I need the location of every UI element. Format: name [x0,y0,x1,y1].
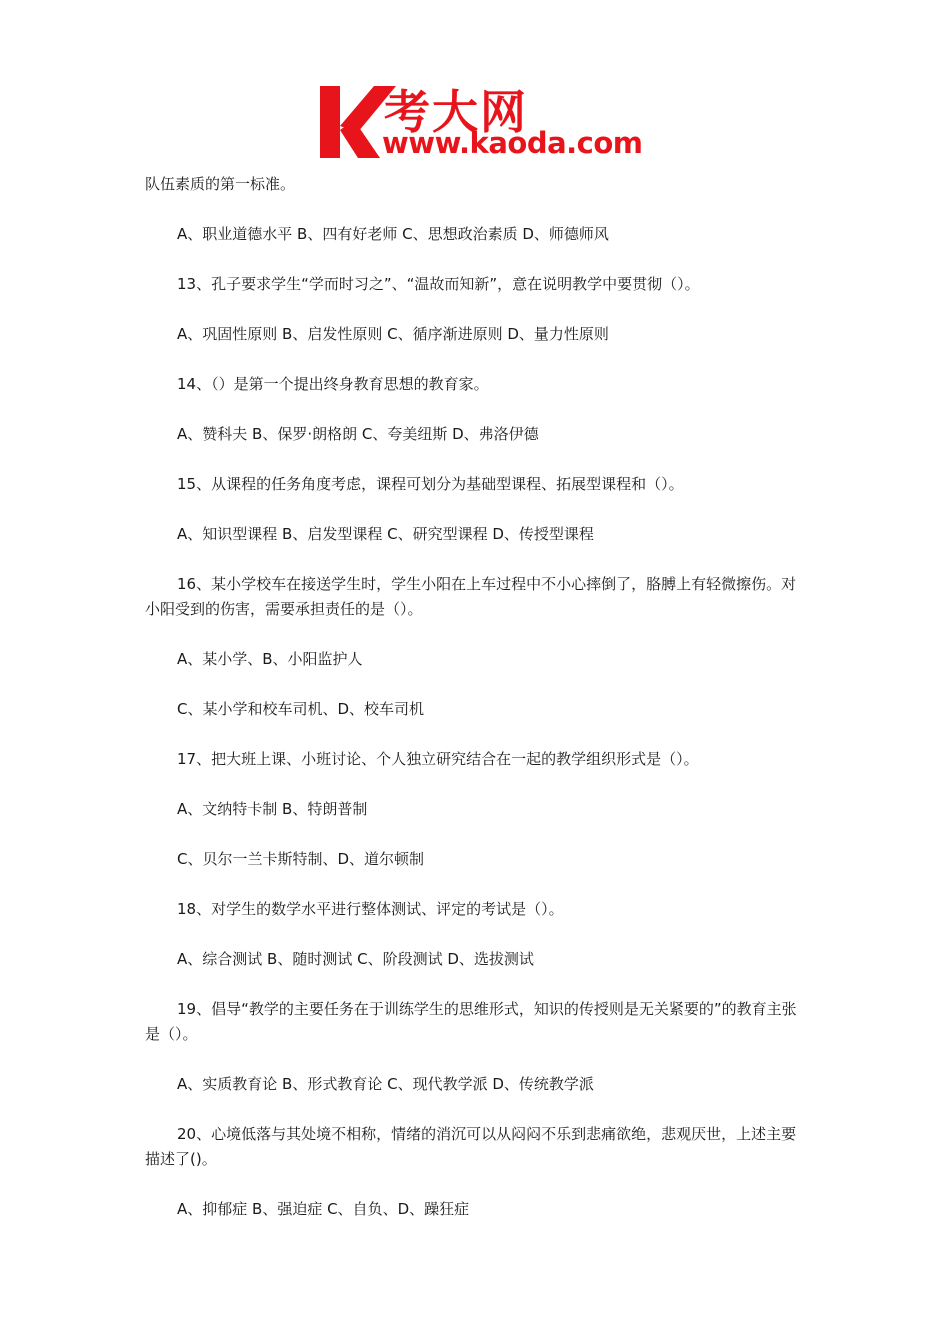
options-q17-cd: C、贝尔一兰卡斯特制、D、道尔顿制 [177,850,425,868]
options-q12: A、职业道德水平 B、四有好老师 C、思想政治素质 D、师德师风 [177,225,609,243]
options-q20: A、抑郁症 B、强迫症 C、自负、D、躁狂症 [177,1200,470,1218]
question-20: 20、心境低落与其处境不相称，情绪的消沉可以从闷闷不乐到悲痛欲绝，悲观厌世，上述主要描述了()。 [145,1125,797,1168]
options-q13: A、巩固性原则 B、启发性原则 C、循序渐进原则 D、量力性原则 [177,325,609,343]
question-14: 14、（）是第一个提出终身教育思想的教育家。 [177,375,489,393]
question-18: 18、对学生的数学水平进行整体测试、评定的考试是（）。 [177,900,564,918]
brand-url: www.kaoda.com [382,126,643,160]
options-q18: A、综合测试 B、随时测试 C、阶段测试 D、选拔测试 [177,950,534,968]
kaoda-logo [318,80,648,162]
question-15: 15、从课程的任务角度考虑，课程可划分为基础型课程、拓展型课程和（）。 [177,475,684,493]
options-q15: A、知识型课程 B、启发型课程 C、研究型课程 D、传授型课程 [177,525,594,543]
options-q14: A、赞科夫 B、保罗·朗格朗 C、夸美纽斯 D、弗洛伊德 [177,425,539,443]
question-13: 13、孔子要求学生“学而时习之”、“温故而知新”，意在说明教学中要贯彻（）。 [177,275,700,293]
options-q17-ab: A、文纳特卡制 B、特朗普制 [177,800,368,818]
question-16: 16、某小学校车在接送学生时，学生小阳在上车过程中不小心摔倒了，胳膊上有轻微擦伤。对小阳受到的伤害，需要承担责任的是（）。 [145,575,797,618]
document-body [145,172,810,1247]
question-17: 17、把大班上课、小班讨论、个人独立研究结合在一起的教学组织形式是（）。 [177,750,699,768]
paragraph-continuation: 队伍素质的第一标准。 [145,175,296,193]
brand-name-cn: 考大网 [384,85,528,139]
options-q19: A、实质教育论 B、形式教育论 C、现代教学派 D、传统教学派 [177,1075,594,1093]
options-q16-ab: A、某小学、B、小阳监护人 [177,650,363,668]
question-19: 19、倡导“教学的主要任务在于训练学生的思维形式，知识的传授则是无关紧要的”的教育主张是（）。 [145,1000,797,1043]
options-q16-cd: C、某小学和校车司机、D、校车司机 [177,700,425,718]
